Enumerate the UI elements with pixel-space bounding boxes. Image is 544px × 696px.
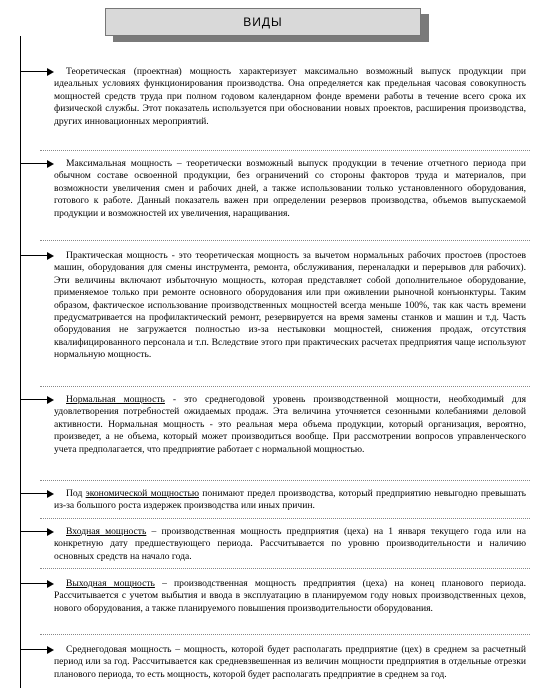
block-text: - это среднегодовой уровень производственной мощности, необходимый для удовлетворения потребностей ожидаемых продаж. Эта величина уточняется сезонными колебаниями деловой активности. Нормальная мощность - это реальная мера объема продукции, который организация, вероятно, произведет, а не объема, который может производиться вообще. При рассмотрении вопросов управленческого учета предполагается, что предприятие работает с нормальной мощностью. bbox=[54, 394, 526, 455]
type-output bbox=[54, 578, 526, 615]
block-text: Максимальная мощность – теоретически возможный выпуск продукции в течение отчетного периода при обычном составе освоенной продукции, без ограничений со стороны факторов труда и материалов, при возможности увеличения смен и рабочих дней, а также использовании только установленного оборудования, готового к работе. Данный показатель важен при определении резервов производства, объемов выпускаемой продукции и возможностей их увеличения, наращивания. bbox=[54, 158, 526, 219]
type-input bbox=[54, 526, 526, 563]
block-text: понимают предел производства, который предприятию невыгодно превышать из-за большого роста издержек производства или иных причин. bbox=[54, 488, 527, 512]
separator bbox=[40, 480, 530, 481]
header-title-box bbox=[105, 8, 435, 48]
separator bbox=[40, 386, 530, 387]
connector-arrow bbox=[20, 646, 54, 654]
block-prefix: Под bbox=[66, 488, 86, 499]
connector-arrow bbox=[20, 68, 54, 76]
separator bbox=[40, 240, 530, 241]
connector-arrow bbox=[20, 160, 54, 168]
separator bbox=[40, 634, 530, 635]
separator bbox=[40, 150, 530, 151]
separator bbox=[40, 518, 530, 519]
block-text: – производственная мощность предприятия (цеха) на конец планового периода. Рассчитывается с учетом выбытия и ввода в эксплуатацию в планируемом году новых производственных цехов, нового оборудования, а также планируемого повышения производительности оборудования. bbox=[54, 578, 526, 614]
type-normal bbox=[54, 394, 526, 456]
block-text: – производственная мощность предприятия (цеха) на 1 января текущего года или на конкретную дату предшествующего периода. Рассчитывается по уровню производительности и наличию основных средств на начало года. bbox=[54, 526, 526, 562]
block-text: Среднегодовая мощность – мощность, которой будет располагать предприятие (цех) в среднем за расчетный период или за год. Рассчитывается как средневзвешенная из величин мощности предприятия в отдельные отрезки планового периода, то есть мощность, которой будет располагать предприятие в среднем за год. bbox=[54, 644, 526, 680]
connector-spine bbox=[20, 36, 21, 688]
block-text: Практическая мощность - это теоретическая мощность за вычетом нормальных рабочих простоев (простоев машин, оборудования для смены инструмента, ремонта, обслуживания, переналадки и перерывов для рабочих). Эти величины включают избыточную мощность, которая представляет собой дополнительное оборудование, применяемое только при ремонте основного оборудования или при оживлении рыночной конъюнктуры. Таким образом, фактическое использование производственных мощностей всегда меньше 100%, так как часть времени предусматривается на профилактический ремонт, резервируется на время замены станков и машин и т.д. Часть оборудования не загружается полностью из-за нестыковки мощностей, снижения продаж, отсутствия квалифицированного персонала и т.п. Вследствие этого при практических расчетах предприятия чаще используют нормальную мощность. bbox=[54, 250, 526, 361]
separator bbox=[40, 568, 530, 569]
connector-arrow bbox=[20, 490, 54, 498]
type-average-annual bbox=[54, 644, 526, 681]
block-term: Выходная мощность bbox=[66, 578, 155, 589]
type-practical bbox=[54, 250, 526, 362]
type-maximum bbox=[54, 158, 526, 220]
connector-arrow bbox=[20, 252, 54, 260]
block-term: Нормальная мощность bbox=[66, 394, 165, 405]
type-theoretical bbox=[54, 66, 526, 128]
connector-arrow bbox=[20, 396, 54, 404]
connector-arrow bbox=[20, 580, 54, 588]
block-term: Входная мощность bbox=[66, 526, 147, 537]
type-economic bbox=[54, 488, 526, 513]
header-title: ВИДЫ bbox=[105, 8, 421, 36]
block-text: Теоретическая (проектная) мощность характеризует максимально возможный выпуск продукции при идеальных условиях функционирования производства. Она определяется как предельная часовая совокупность мощностей средств труда при полном годовом календарном фонде времени работы в течение всего срока их физической службы. Этот показатель используется при обосновании новых проектов, расширения производства, других инновационных мероприятий. bbox=[54, 66, 526, 127]
connector-arrow bbox=[20, 528, 54, 536]
block-term: экономической мощностью bbox=[85, 488, 199, 499]
